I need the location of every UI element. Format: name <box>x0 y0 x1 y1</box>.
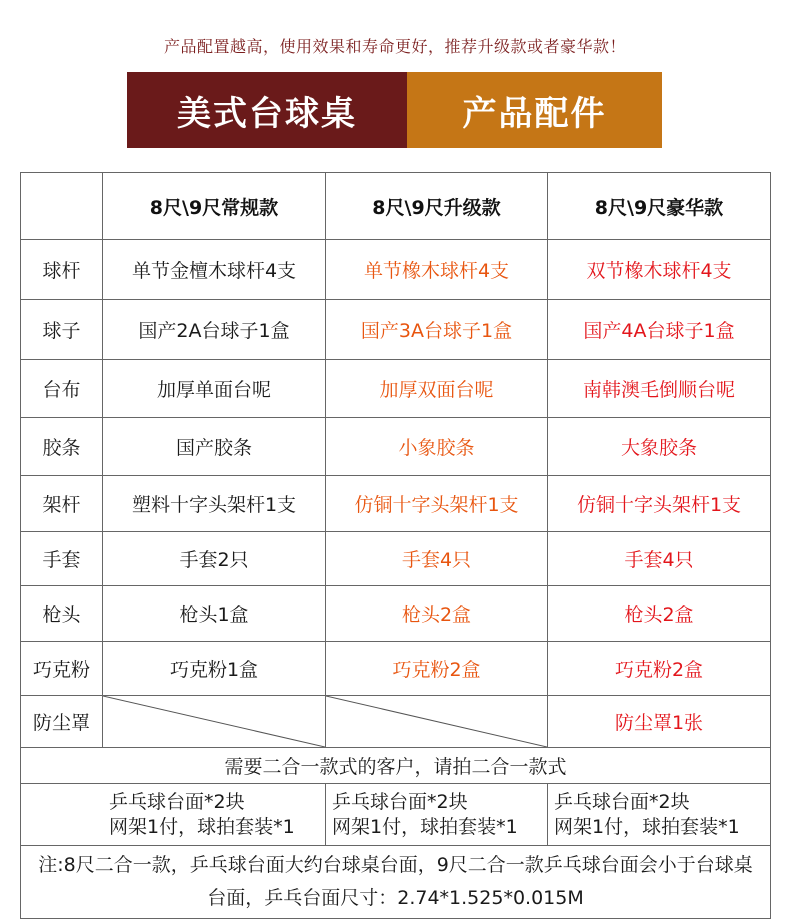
title-banner <box>127 72 662 148</box>
cell-upgrade: 巧克粉2盒 <box>326 642 548 696</box>
cell-luxury: 仿铜十字头架杆1支 <box>548 476 771 532</box>
row-label: 手套 <box>21 532 103 586</box>
cell-upgrade: 小象胶条 <box>326 418 548 476</box>
cell-regular: 巧克粉1盒 <box>103 642 326 696</box>
cell-luxury: 防尘罩1张 <box>548 696 771 748</box>
cell-upgrade: 单节橡木球杆4支 <box>326 240 548 300</box>
combo-regular <box>21 784 326 846</box>
cell-regular: 加厚单面台呢 <box>103 360 326 418</box>
table-row <box>21 476 771 532</box>
row-label: 球子 <box>21 300 103 360</box>
table-row <box>21 418 771 476</box>
cell-upgrade: 仿铜十字头架杆1支 <box>326 476 548 532</box>
cell-regular: 国产2A台球子1盒 <box>103 300 326 360</box>
row-label: 防尘罩 <box>21 696 103 748</box>
combo-line-1: 乒乓球台面*2块 <box>554 790 690 813</box>
cell-luxury: 手套4只 <box>548 532 771 586</box>
combo-line-1: 乒乓球台面*2块 <box>109 790 245 813</box>
table-row <box>21 300 771 360</box>
combo-banner-row <box>21 748 771 784</box>
top-note: 产品配置越高，使用效果和寿命更好，推荐升级款或者豪华款！ <box>163 37 626 56</box>
table-row <box>21 240 771 300</box>
combo-line-2: 网架1付，球拍套装*1 <box>554 815 740 838</box>
header-regular: 8尺\9尺常规款 <box>103 173 326 240</box>
combo-line-2: 网架1付，球拍套装*1 <box>332 815 518 838</box>
header-row <box>21 173 771 240</box>
table-row <box>21 642 771 696</box>
combo-line-1: 乒乓球台面*2块 <box>332 790 468 813</box>
cell-luxury: 双节橡木球杆4支 <box>548 240 771 300</box>
header-upgrade: 8尺\9尺升级款 <box>326 173 548 240</box>
cell-luxury: 巧克粉2盒 <box>548 642 771 696</box>
row-label: 架杆 <box>21 476 103 532</box>
row-label: 胶条 <box>21 418 103 476</box>
combo-line-2: 网架1付，球拍套装*1 <box>109 815 295 838</box>
cell-upgrade: 枪头2盒 <box>326 586 548 642</box>
table-row <box>21 586 771 642</box>
cell-luxury: 国产4A台球子1盒 <box>548 300 771 360</box>
cell-upgrade-empty <box>326 696 548 748</box>
cell-upgrade: 手套4只 <box>326 532 548 586</box>
banner-title-left: 美式台球桌 <box>127 72 407 148</box>
row-label: 台布 <box>21 360 103 418</box>
combo-banner: 需要二合一款式的客户，请拍二合一款式 <box>21 748 771 784</box>
cell-regular-empty <box>103 696 326 748</box>
cell-regular: 塑料十字头架杆1支 <box>103 476 326 532</box>
table-row <box>21 360 771 418</box>
cell-luxury: 南韩澳毛倒顺台呢 <box>548 360 771 418</box>
footnote-row <box>21 846 771 919</box>
cell-regular: 手套2只 <box>103 532 326 586</box>
row-label: 枪头 <box>21 586 103 642</box>
table-row <box>21 532 771 586</box>
cell-upgrade: 国产3A台球子1盒 <box>326 300 548 360</box>
diagonal-line <box>103 696 325 747</box>
diagonal-line <box>326 696 547 747</box>
cell-regular: 国产胶条 <box>103 418 326 476</box>
accessories-table <box>20 172 771 919</box>
combo-row <box>21 784 771 846</box>
footnote: 注:8尺二合一款，乒乓球台面大约台球桌台面，9尺二合一款乒乓球台面会小于台球桌台面，乒乓台面尺寸：2.74*1.525*0.015M <box>21 846 771 919</box>
combo-luxury <box>548 784 771 846</box>
cell-regular: 单节金檀木球杆4支 <box>103 240 326 300</box>
banner-title-right: 产品配件 <box>407 72 662 148</box>
cell-luxury: 大象胶条 <box>548 418 771 476</box>
row-label: 球杆 <box>21 240 103 300</box>
table-row-dust-cover <box>21 696 771 748</box>
cell-luxury: 枪头2盒 <box>548 586 771 642</box>
header-luxury: 8尺\9尺豪华款 <box>548 173 771 240</box>
cell-regular: 枪头1盒 <box>103 586 326 642</box>
combo-upgrade <box>326 784 548 846</box>
cell-upgrade: 加厚双面台呢 <box>326 360 548 418</box>
row-label: 巧克粉 <box>21 642 103 696</box>
header-corner <box>21 173 103 240</box>
